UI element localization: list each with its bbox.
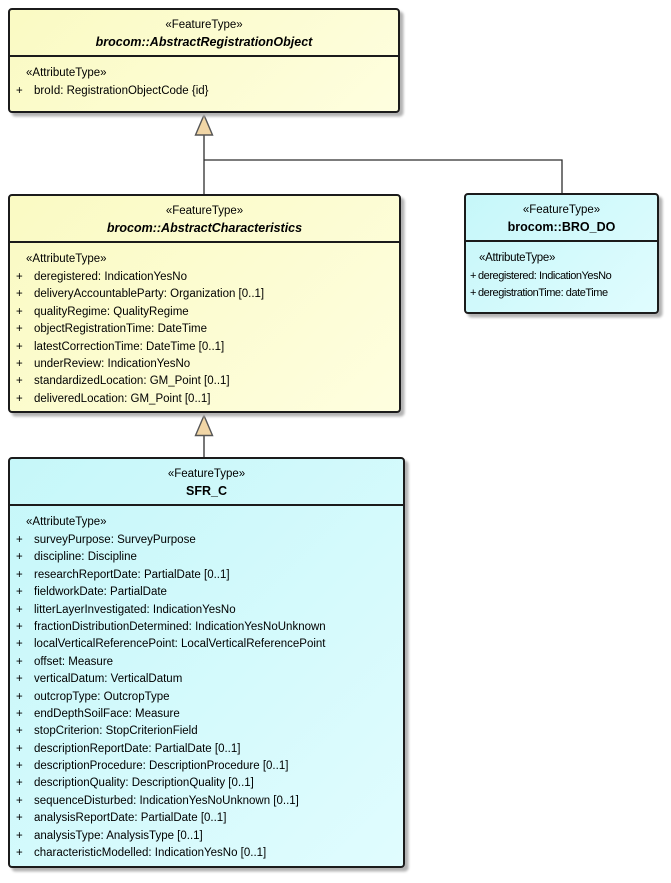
visibility-plus: + — [16, 568, 23, 581]
attribute-text: broId: RegistrationObjectCode {id} — [34, 85, 209, 97]
attribute-text: objectRegistrationTime: DateTime — [34, 323, 207, 336]
attribute-row — [10, 706, 403, 723]
attribute-text: fractionDistributionDetermined: IndicationYesNoUnknown — [34, 620, 326, 633]
attribute-row — [10, 689, 403, 706]
generalization-line-bro-do — [204, 160, 562, 193]
visibility-plus: + — [16, 707, 23, 720]
attribute-text: stopCriterion: StopCriterionField — [34, 725, 198, 738]
attribute-text: deregistrationTime: dateTime — [478, 287, 608, 300]
visibility-plus: + — [16, 655, 23, 668]
attribute-stereotype-label: «AttributeType» — [26, 516, 107, 528]
visibility-plus: + — [16, 690, 23, 703]
visibility-plus: + — [16, 847, 23, 860]
attribute-row — [466, 285, 657, 302]
generalization-arrowhead-middle — [196, 416, 213, 436]
visibility-plus: + — [16, 534, 23, 546]
attribute-text: deliveryAccountableParty: Organization [0..1] — [34, 288, 265, 301]
visibility-plus: + — [16, 288, 23, 301]
attribute-stereotype-label: «AttributeType» — [26, 67, 107, 79]
visibility-plus: + — [470, 287, 477, 300]
attribute-row — [10, 619, 403, 636]
attribute-row — [10, 339, 399, 356]
attribute-compartment — [10, 506, 403, 862]
attribute-row — [10, 304, 399, 321]
class-name: brocom::BRO_DO — [507, 220, 616, 234]
attribute-text: localVerticalReferencePoint: LocalVerticalReferencePoint — [34, 638, 326, 651]
attribute-row — [10, 373, 399, 390]
visibility-plus: + — [16, 777, 23, 790]
visibility-plus: + — [470, 270, 477, 282]
class-box-sfr-c[interactable] — [8, 457, 405, 868]
attribute-compartment — [10, 57, 398, 100]
attribute-stereotype-label: «AttributeType» — [479, 252, 556, 264]
attribute-text: discipline: Discipline — [34, 551, 137, 564]
attribute-text: analysisType: AnalysisType [0..1] — [34, 829, 203, 842]
attribute-row — [10, 83, 398, 100]
attribute-text: researchReportDate: PartialDate [0..1] — [34, 568, 230, 581]
attribute-text: deregistered: IndicationYesNo — [34, 271, 188, 283]
attribute-row — [10, 758, 403, 775]
visibility-plus: + — [16, 620, 23, 633]
attribute-text: litterLayerInvestigated: IndicationYesNo — [34, 603, 236, 616]
attribute-text: characteristicModelled: IndicationYesNo [0..1] — [34, 847, 267, 860]
visibility-plus: + — [16, 392, 23, 405]
visibility-plus: + — [16, 725, 23, 738]
stereotype-label: «FeatureType» — [165, 205, 244, 217]
attribute-text: standardizedLocation: GM_Point [0..1] — [34, 375, 230, 388]
class-header — [466, 195, 657, 242]
attribute-text: deregistered: IndicationYesNo — [478, 270, 612, 282]
attribute-row — [10, 549, 403, 566]
attribute-text: sequenceDisturbed: IndicationYesNoUnknown [0..1] — [34, 794, 299, 807]
attribute-row — [10, 793, 403, 810]
attribute-text: analysisReportDate: PartialDate [0..1] — [34, 812, 227, 825]
attribute-text: verticalDatum: VerticalDatum — [34, 673, 183, 686]
attribute-row — [10, 810, 403, 827]
visibility-plus: + — [16, 673, 23, 686]
class-name: brocom::AbstractRegistrationObject — [95, 35, 313, 49]
class-header — [10, 10, 398, 57]
attribute-row — [10, 636, 403, 653]
attribute-text: surveyPurpose: SurveyPurpose — [34, 534, 196, 546]
attribute-row — [10, 321, 399, 338]
attribute-text: outcropType: OutcropType — [34, 690, 170, 703]
attribute-text: descriptionQuality: DescriptionQuality [0..1] — [34, 777, 254, 790]
attribute-text: deliveredLocation: GM_Point [0..1] — [34, 392, 211, 405]
attribute-text: offset: Measure — [34, 655, 114, 668]
attribute-row — [10, 391, 399, 408]
attribute-row — [10, 828, 403, 845]
visibility-plus: + — [16, 829, 23, 842]
attribute-row — [10, 741, 403, 758]
visibility-plus: + — [16, 323, 23, 336]
attribute-row — [10, 845, 403, 862]
visibility-plus: + — [16, 85, 23, 97]
class-name: brocom::AbstractCharacteristics — [106, 221, 303, 235]
visibility-plus: + — [16, 603, 23, 616]
visibility-plus: + — [16, 357, 23, 370]
attribute-row — [10, 286, 399, 303]
visibility-plus: + — [16, 551, 23, 564]
class-box-abstract-registration-object[interactable] — [8, 8, 400, 113]
stereotype-label: «FeatureType» — [522, 204, 601, 216]
attribute-text: fieldworkDate: PartialDate — [34, 586, 167, 599]
attribute-text: qualityRegime: QualityRegime — [34, 305, 189, 318]
attribute-row — [10, 723, 403, 740]
attribute-row — [10, 671, 403, 688]
attribute-row — [10, 584, 403, 601]
attribute-row — [10, 654, 403, 671]
visibility-plus: + — [16, 305, 23, 318]
class-header — [10, 196, 399, 243]
class-box-bro-do[interactable] — [464, 193, 659, 314]
attribute-row — [10, 269, 399, 286]
attribute-row — [10, 775, 403, 792]
attribute-row — [466, 268, 657, 285]
visibility-plus: + — [16, 812, 23, 825]
attribute-text: endDepthSoilFace: Measure — [34, 707, 180, 720]
attribute-row — [10, 532, 403, 549]
generalization-arrowhead-top — [196, 115, 213, 135]
stereotype-label: «FeatureType» — [165, 19, 243, 31]
attribute-text: descriptionProcedure: DescriptionProcedure [0..1] — [34, 760, 289, 773]
visibility-plus: + — [16, 760, 23, 773]
visibility-plus: + — [16, 794, 23, 807]
class-box-abstract-characteristics[interactable] — [8, 194, 401, 413]
stereotype-label: «FeatureType» — [167, 468, 246, 480]
attribute-row — [10, 356, 399, 373]
class-name: SFR_C — [186, 484, 227, 498]
attribute-compartment — [466, 242, 657, 303]
attribute-text: descriptionReportDate: PartialDate [0..1] — [34, 742, 241, 755]
attribute-row — [10, 602, 403, 619]
attribute-text: latestCorrectionTime: DateTime [0..1] — [34, 340, 225, 353]
class-header — [10, 459, 403, 506]
attribute-text: underReview: IndicationYesNo — [34, 357, 191, 370]
visibility-plus: + — [16, 586, 23, 599]
attribute-stereotype-label: «AttributeType» — [26, 253, 107, 265]
visibility-plus: + — [16, 638, 23, 651]
visibility-plus: + — [16, 375, 23, 388]
attribute-compartment — [10, 243, 399, 408]
visibility-plus: + — [16, 742, 23, 755]
attribute-row — [10, 567, 403, 584]
visibility-plus: + — [16, 340, 23, 353]
visibility-plus: + — [16, 271, 23, 283]
